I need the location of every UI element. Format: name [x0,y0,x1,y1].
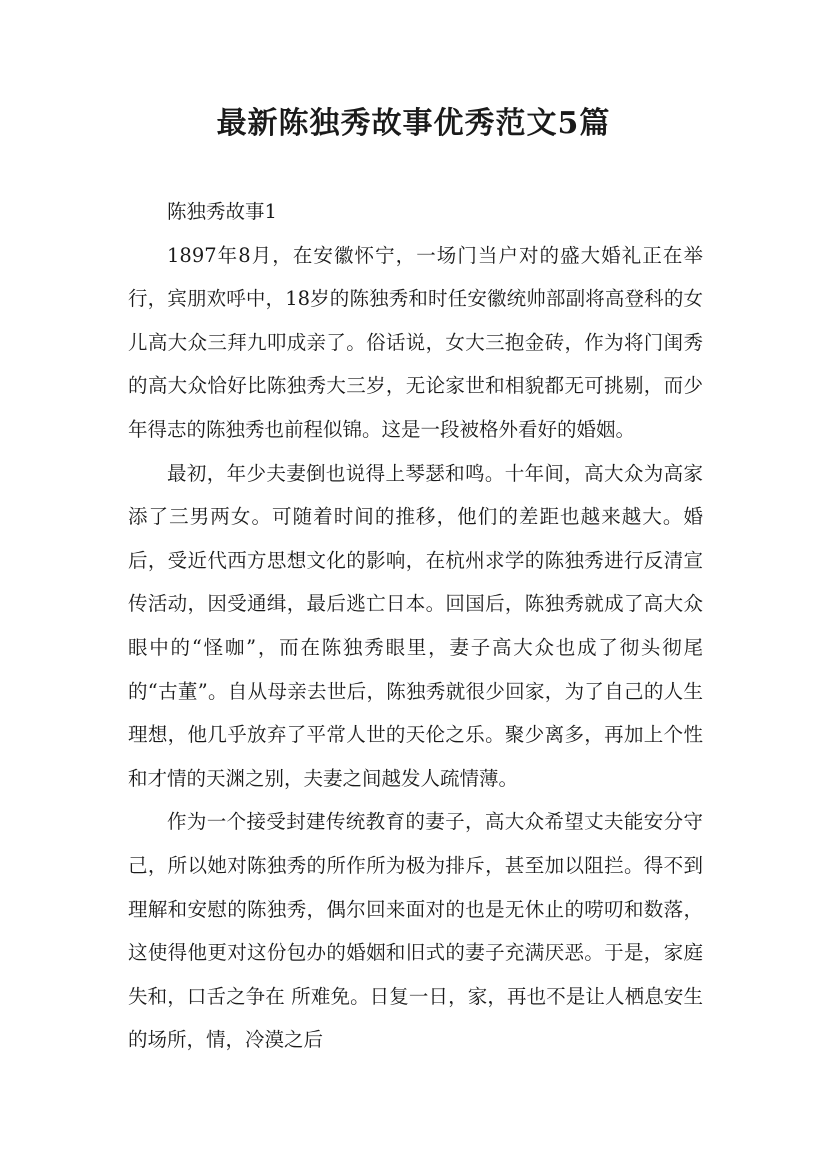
paragraph: 最初，年少夫妻倒也说得上琴瑟和鸣。十年间，高大众为高家添了三男两女。可随着时间的推移，他们的差距也越来越大。婚后，受近代西方思想文化的影响，在杭州求学的陈独秀进行反清宣传活动，因受通缉，最后逃亡日本。回国后，陈独秀就成了高大众眼中的“怪咖”，而在陈独秀眼里，妻子高大众也成了彻头彻尾的“古董”。自从母亲去世后，陈独秀就很少回家，为了自己的人生理想，他几乎放弃了平常人世的天伦之乐。聚少离多，再加上个性和才情的天渊之别，夫妻之间越发人疏情薄。 [128,461,703,790]
document-body [128,190,703,1062]
document-title: 最新陈独秀故事优秀范文5篇 [216,106,611,141]
paragraph: 作为一个接受封建传统教育的妻子，高大众希望丈夫能安分守己，所以她对陈独秀的所作所为极为排斥，甚至加以阻拦。得不到理解和安慰的陈独秀，偶尔回来面对的也是无休止的唠叨和数落，这使得他更对这份包办的婚姻和旧式的妻子充满厌恶。于是，家庭失和，口舌之争在 所难免。日复一日，家，再也不是让人栖息安生的场所，情，冷漠之后 [128,810,703,1052]
section-heading: 陈独秀故事1 [167,200,277,223]
paragraph: 1897年8月，在安徽怀宁，一场门当户对的盛大婚礼正在举行，宾朋欢呼中，18岁的陈独秀和时任安徽统帅部副将高登科的女儿高大众三拜九叩成亲了。俗话说，女大三抱金砖，作为将门闺秀的高大众恰好比陈独秀大三岁，无论家世和相貌都无可挑剔，而少年得志的陈独秀也前程似锦。这是一段被格外看好的婚姻。 [128,243,703,441]
